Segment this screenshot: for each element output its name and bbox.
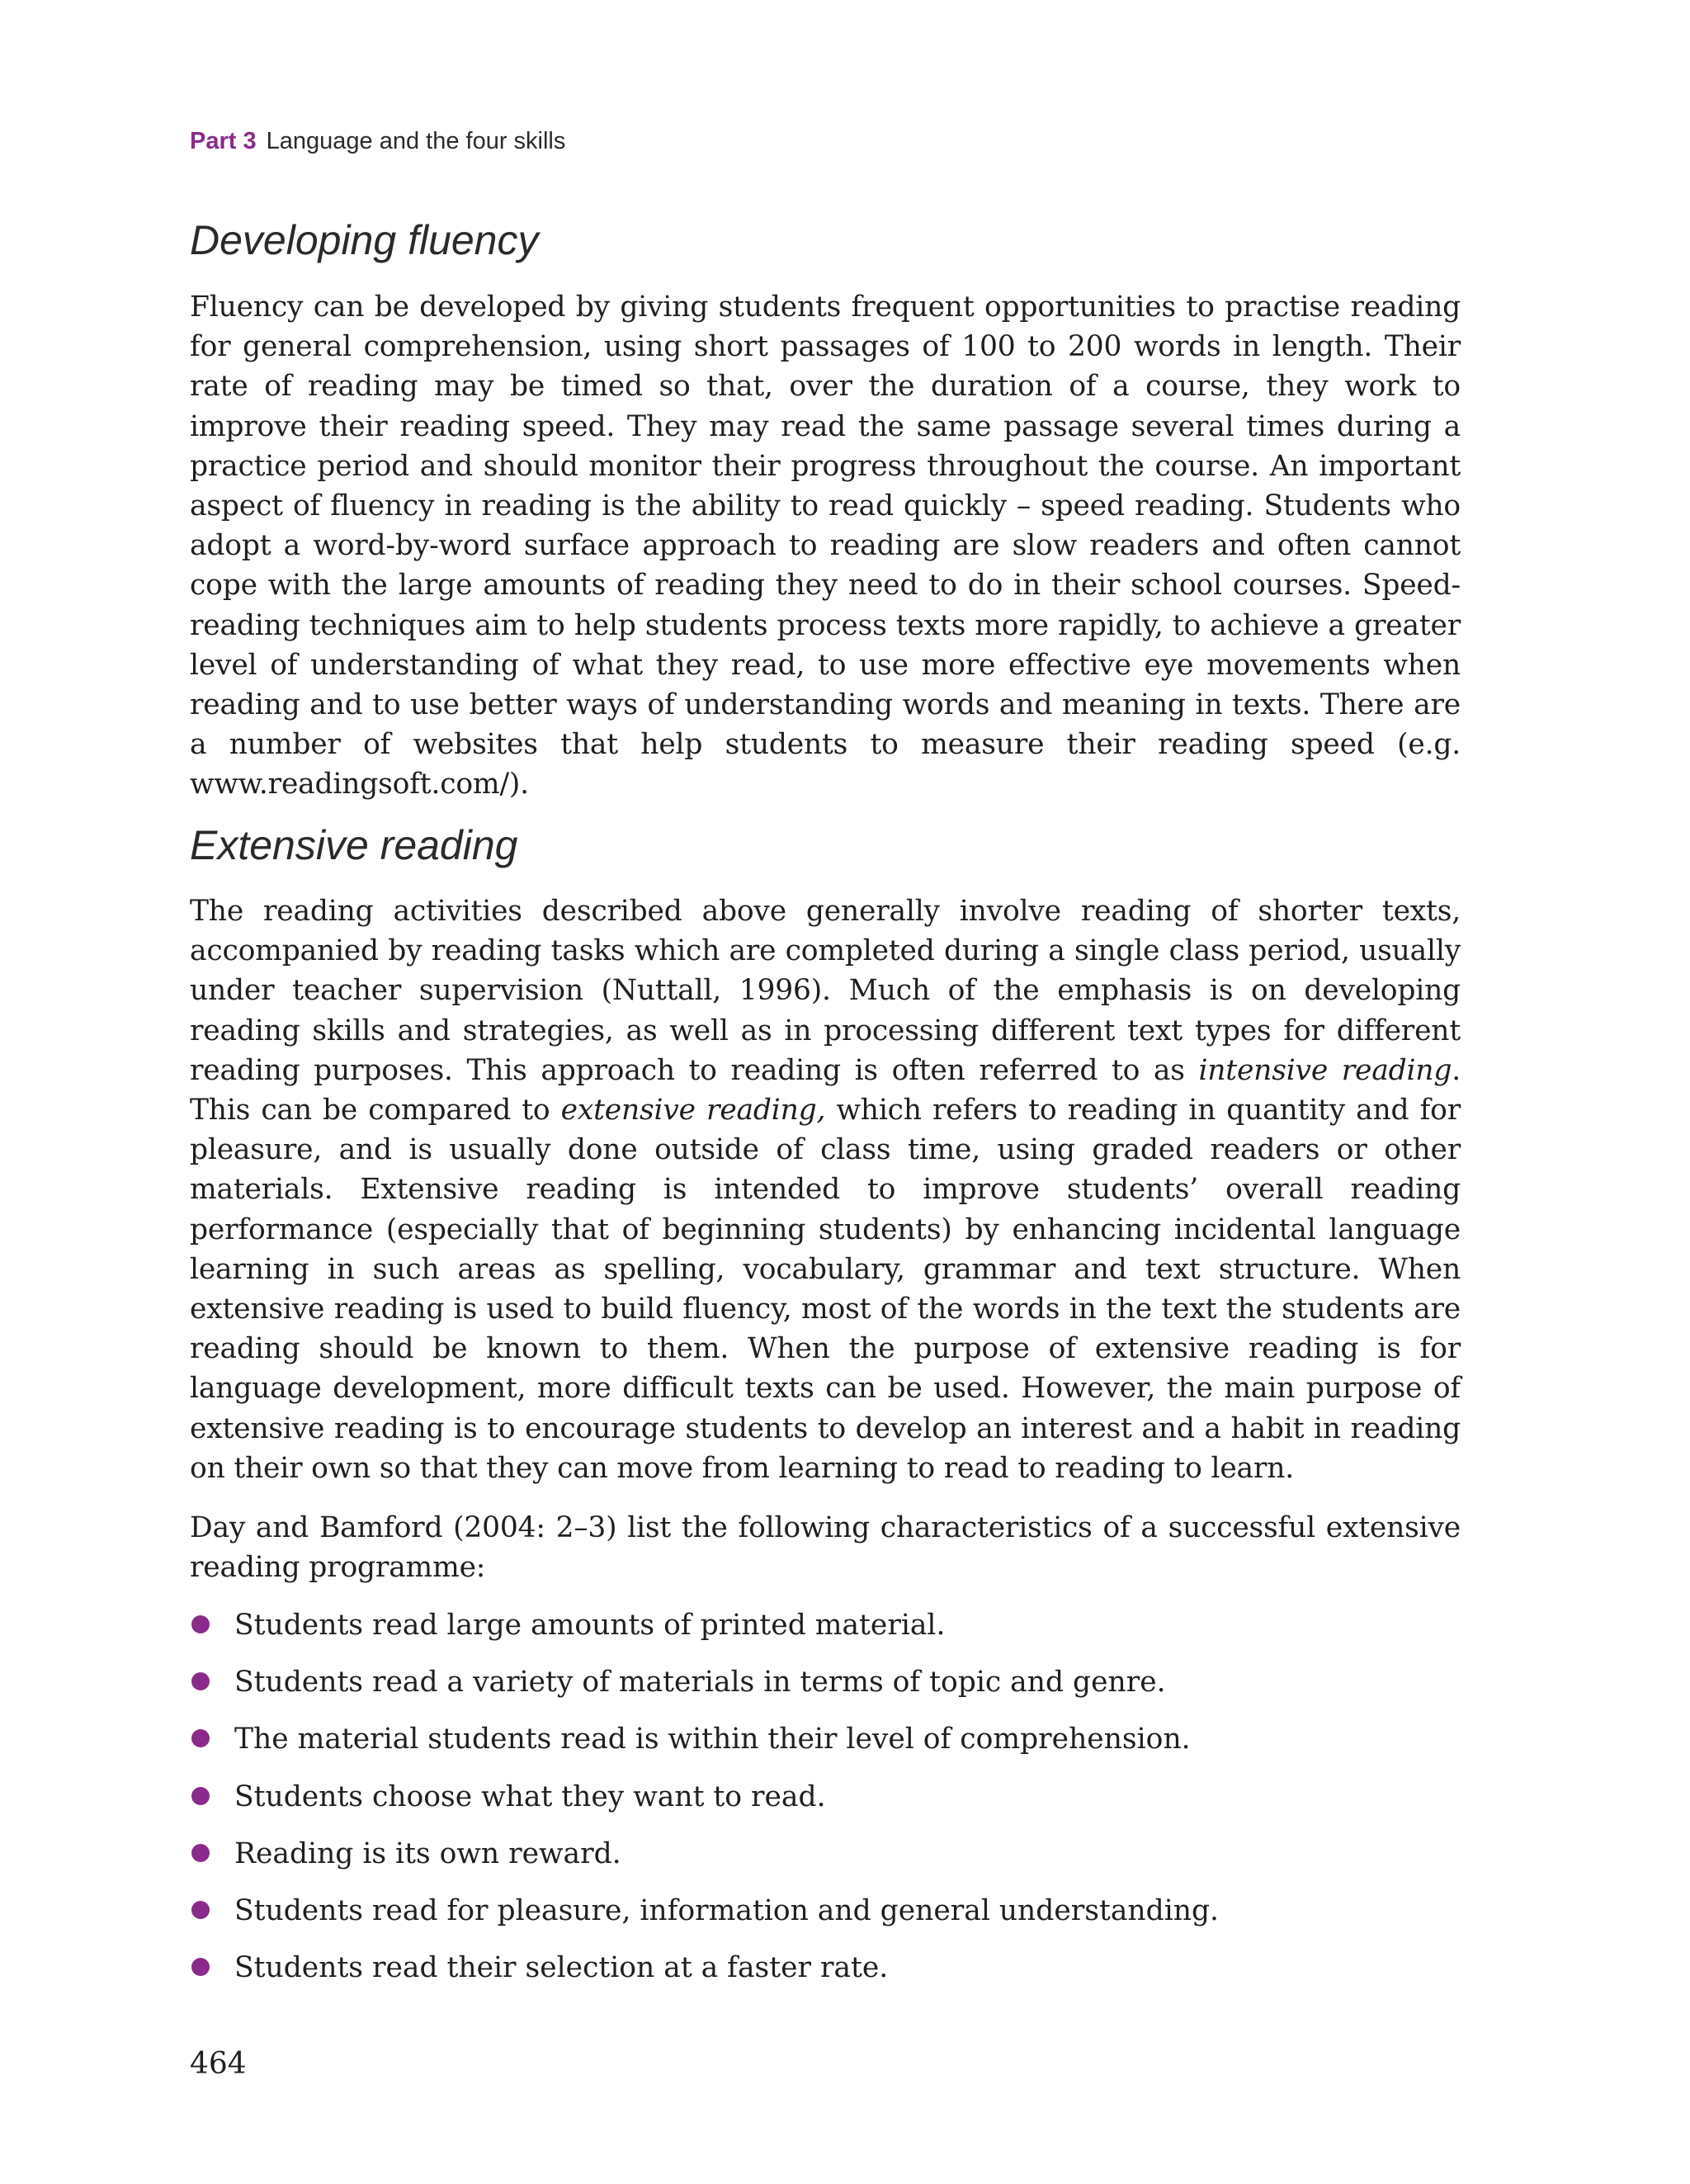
running-head bbox=[190, 128, 565, 155]
bullet-icon bbox=[191, 1672, 210, 1690]
fluency-paragraph: Fluency can be developed by giving students frequent opportunities to practise reading for general comprehension, using short passages of 100 to 200 words in length. Their rate of reading may be timed so that, over the duration of a course, they work to improve their reading speed. They may read the same passage several times during a practice period and should monitor their progress throughout the course. An important aspect of fluency in reading is the ability to read quickly – speed reading. Students who adopt a word-by-word surface approach to reading are slow readers and often cannot cope with the large amounts of reading they need to do in their school courses. Speed-reading techniques aim to help students process texts more rapidly, to achieve a greater level of understanding of what they read, to use more effective eye movements when reading and to use better ways of understanding words and meaning in texts. There are a number of websites that help students to measure their reading speed (e.g. www.readingsoft.com/). bbox=[190, 291, 1461, 801]
term-intensive-reading: intensive reading bbox=[1198, 1053, 1452, 1087]
bullet-icon bbox=[191, 1615, 210, 1633]
section-heading-extensive-reading: Extensive reading bbox=[190, 822, 518, 868]
list-item bbox=[190, 1891, 1461, 1948]
list-item bbox=[190, 1948, 1461, 2005]
list-item-text: Students choose what they want to read. bbox=[234, 1780, 826, 1813]
term-extensive-reading: extensive reading, bbox=[560, 1094, 826, 1127]
list-item bbox=[190, 1719, 1461, 1776]
list-item-text: Students read for pleasure, information and general understanding. bbox=[234, 1893, 1220, 1927]
list-item-text: The material students read is within their level of comprehension. bbox=[234, 1723, 1191, 1756]
extensive-reading-paragraph bbox=[190, 891, 1461, 1488]
page-number: 464 bbox=[190, 2047, 247, 2081]
characteristics-intro: Day and Bamford (2004: 2–3) list the following characteristics of a successful extensive reading programme: bbox=[190, 1511, 1461, 1585]
list-item bbox=[190, 1777, 1461, 1834]
paragraph-text: The reading activities described above generally involve reading of shorter texts, accompanied by reading tasks which are completed during a single class period, usually under teacher supervision (Nuttall, 1996). Much of the emphasis is on developing reading skills and strategies, as well as in processing different text types for different reading purposes. This approach to reading is often referred to as bbox=[190, 895, 1461, 1087]
list-item-text: Reading is its own reward. bbox=[234, 1837, 621, 1870]
paragraph-text: which refers to reading in quantity and for pleasure, and is usually done outside of class time, using graded readers or other materials. Extensive reading is intended to improve students’ overall reading performance (especially that of beginning students) by enhancing incidental language learning in such areas as spelling, vocabulary, grammar and text structure. When extensive reading is used to build fluency, most of the words in the text the students are reading should be known to them. When the purpose of extensive reading is for language development, more difficult texts can be used. However, the main purpose of extensive reading is to encourage students to develop an interest and a habit in reading on their own so that they can move from learning to read to reading to learn. bbox=[190, 1094, 1461, 1485]
list-item bbox=[190, 1605, 1461, 1662]
characteristics-list bbox=[190, 1605, 1461, 2005]
running-head-part: Part 3 bbox=[190, 128, 257, 154]
list-item-text: Students read a variety of materials in terms of topic and genre. bbox=[234, 1666, 1166, 1699]
paragraph-text: . This can be compared to bbox=[190, 1053, 1461, 1127]
section-heading-developing-fluency: Developing fluency bbox=[190, 217, 539, 263]
bullet-icon bbox=[191, 1901, 210, 1919]
bullet-icon bbox=[191, 1787, 210, 1805]
list-item bbox=[190, 1662, 1461, 1719]
list-item-text: Students read their selection at a faster rate. bbox=[234, 1951, 889, 1985]
list-item bbox=[190, 1834, 1461, 1891]
running-head-title: Language and the four skills bbox=[266, 128, 566, 154]
bullet-icon bbox=[191, 1729, 210, 1747]
bullet-icon bbox=[191, 1844, 210, 1862]
bullet-icon bbox=[191, 1958, 210, 1976]
list-item-text: Students read large amounts of printed material. bbox=[234, 1609, 946, 1642]
